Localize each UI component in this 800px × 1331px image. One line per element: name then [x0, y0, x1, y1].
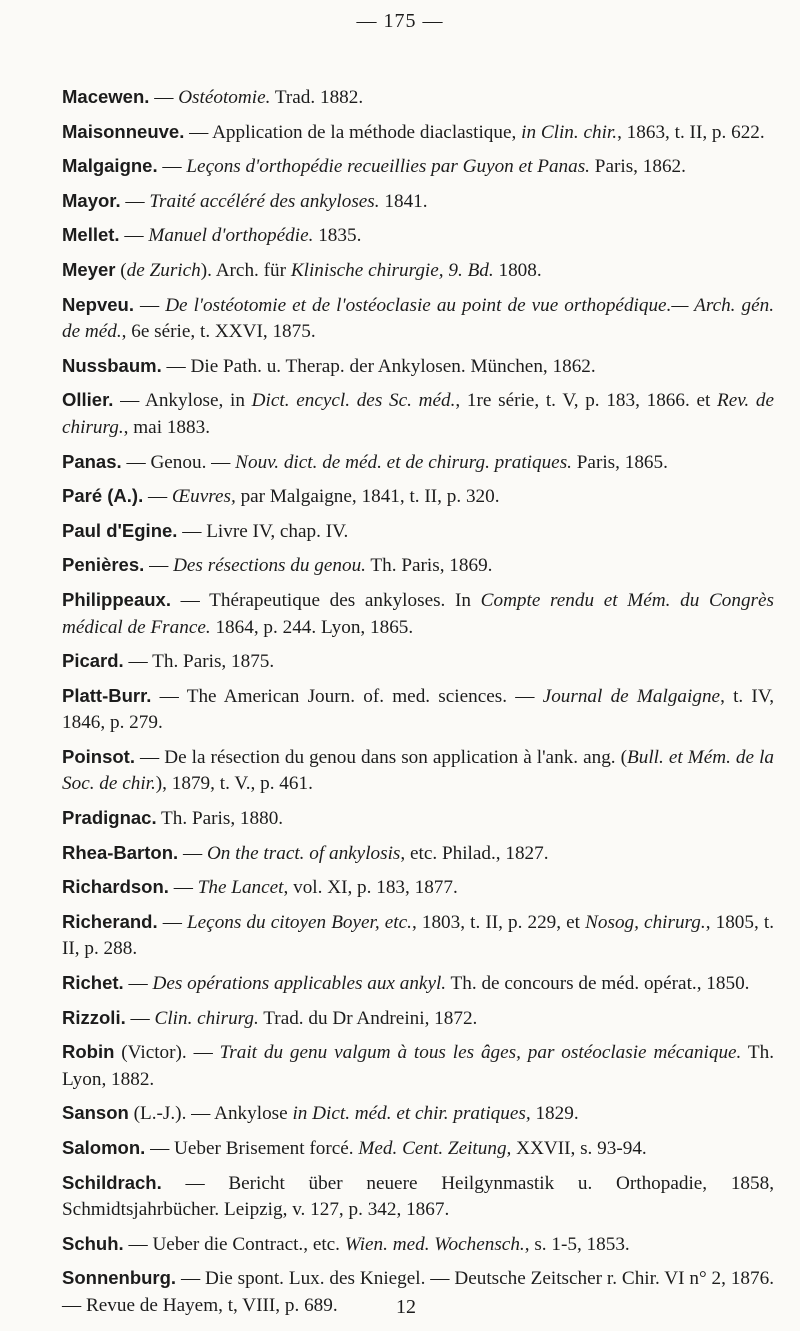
- entry-author: Sanson: [62, 1102, 129, 1124]
- bibliography-entry: [62, 1265, 774, 1319]
- entry-text: , t. IV, 1846, p. 279.: [62, 685, 775, 734]
- entry-title-italic: Med. Cent. Zeitung,: [358, 1138, 512, 1159]
- entry-author: Richerand.: [62, 910, 158, 932]
- bibliography-entry: [62, 84, 774, 112]
- entry-text: —: [125, 1007, 155, 1029]
- entry-text: (: [115, 259, 127, 281]
- entry-title-italic: Œuvres,: [172, 486, 236, 508]
- entry-title-italic: de Zurich: [126, 259, 201, 281]
- entry-text: — Th. Paris, 1875.: [123, 651, 275, 673]
- entry-author: Maisonneuve.: [62, 120, 185, 142]
- entry-title-italic: Bull. et Mém. de la Soc. de chir.: [62, 746, 775, 795]
- bibliography-list: [62, 84, 774, 1327]
- entry-text: — Genou. —: [121, 451, 236, 473]
- bibliography-entry: [62, 518, 774, 546]
- entry-text: , 1805, t. II, p. 288.: [62, 911, 774, 960]
- entry-title-italic: On the tract. of ankylosis: [206, 842, 401, 864]
- entry-text: —: [120, 190, 150, 212]
- entry-title-italic: in Clin. chir.: [521, 121, 618, 143]
- entry-text: —: [149, 87, 179, 108]
- bibliography-entry: [62, 292, 774, 346]
- entry-text: —: [119, 225, 149, 247]
- entry-text: Th. de concours de méd. opérat., 1850.: [446, 973, 750, 995]
- entry-title-italic: Dict. encycl. des Sc. méd.: [251, 390, 456, 412]
- entry-author: Panas.: [62, 450, 122, 472]
- bibliography-entry: [62, 257, 774, 285]
- entry-author: Nussbaum.: [62, 354, 162, 376]
- entry-text: , s. 1-5, 1853.: [524, 1233, 630, 1255]
- entry-text: , mai 1883.: [123, 416, 210, 438]
- entry-author: Penières.: [62, 554, 145, 576]
- entry-text: — Die Path. u. Therap. der Ankylosen. München, 1862.: [161, 355, 596, 377]
- entry-author: Mayor.: [62, 189, 121, 211]
- entry-title-italic: Des opérations applicables aux ankyl.: [152, 973, 447, 995]
- entry-text: — Thérapeutique des ankyloses. In: [170, 589, 481, 611]
- entry-text: 1835.: [313, 225, 362, 247]
- bibliography-entry: [62, 153, 774, 181]
- entry-title-italic: Manuel d'orthopédie.: [148, 225, 314, 247]
- entry-text: XXVII, s. 93-94.: [511, 1138, 647, 1159]
- bibliography-entry: [62, 648, 774, 676]
- entry-author: Robin: [62, 1041, 115, 1063]
- bibliography-entry: [62, 387, 774, 441]
- entry-text: Th. Paris, 1880.: [156, 808, 284, 830]
- entry-author: Mellet.: [62, 224, 120, 246]
- entry-text: Th. Lyon, 1882.: [62, 1042, 774, 1090]
- entry-title-italic: in Dict. méd. et chir. pratiques,: [292, 1103, 531, 1125]
- entry-text: —: [143, 486, 172, 508]
- entry-text: 1829.: [530, 1103, 579, 1125]
- entry-text: (Victor). —: [114, 1042, 220, 1064]
- entry-title-italic: Wien. med. Wochensch.: [344, 1233, 525, 1255]
- entry-text: —: [157, 156, 187, 178]
- entry-author: Schildrach.: [62, 1171, 162, 1193]
- entry-text: — Livre IV, chap. IV.: [177, 520, 349, 542]
- entry-author: Rizzoli.: [62, 1006, 126, 1028]
- entry-title-italic: Nosog, chirurg.: [585, 911, 706, 933]
- entry-text: — Application de la méthode diaclastique,: [184, 121, 522, 143]
- entry-title-italic: Leçons d'orthopédie recueillies par Guyon et Panas.: [186, 156, 590, 178]
- entry-text: — Ueber die Contract., etc.: [123, 1233, 345, 1255]
- entry-text: —: [133, 294, 166, 316]
- entry-title-italic: Nouv. dict. de méd. et de chirurg. pratiques.: [235, 451, 572, 473]
- entry-text: Paris, 1865.: [571, 451, 668, 473]
- entry-text: —: [144, 555, 174, 577]
- entry-text: — The American Journ. of. med. sciences. —: [151, 685, 543, 707]
- entry-text: —: [157, 911, 187, 933]
- entry-author: Pradignac.: [62, 807, 157, 829]
- entry-title-italic: De l'ostéotomie et de l'ostéoclasie au point de vue orthopédique.— Arch. gén. de méd.: [62, 294, 774, 343]
- entry-text: par Malgaigne, 1841, t. II, p. 320.: [235, 486, 500, 508]
- entry-author: Paul d'Egine.: [62, 519, 178, 541]
- entry-author: Macewen.: [62, 86, 150, 107]
- bibliography-entry: [62, 1039, 774, 1093]
- page-number: — 175 —: [356, 10, 444, 32]
- entry-title-italic: Rev. de chirurg.: [62, 390, 774, 438]
- entry-text: ), 1879, t. V., p. 461.: [155, 773, 313, 795]
- bibliography-entry: [62, 744, 774, 798]
- entry-text: 1864, p. 244. Lyon, 1865.: [210, 616, 414, 638]
- entry-text: — De la résection du genou dans son application à l'ank. ang. (: [134, 746, 628, 768]
- entry-text: —: [178, 842, 207, 864]
- entry-text: , vol. XI, p. 183, 1877.: [283, 877, 458, 899]
- entry-text: Paris, 1862.: [589, 156, 686, 178]
- entry-author: Philippeaux.: [62, 588, 171, 610]
- bibliography-entry: [62, 970, 774, 998]
- entry-text: ). Arch. für: [200, 259, 291, 281]
- bibliography-entry: [62, 840, 774, 868]
- entry-author: Richet.: [62, 972, 124, 994]
- entry-text: , 6e série, t. XXVI, 1875.: [121, 321, 316, 343]
- bibliography-entry: [62, 353, 774, 381]
- entry-author: Picard.: [62, 650, 124, 672]
- entry-text: — Ueber Brisement forcé.: [145, 1138, 359, 1159]
- entry-author: Poinsot.: [62, 745, 135, 767]
- entry-title-italic: Leçons du citoyen Boyer, etc.: [186, 911, 412, 933]
- entry-text: 1841.: [379, 190, 428, 212]
- bibliography-entry: [62, 1170, 774, 1224]
- entry-text: — Ankylose, in: [113, 390, 252, 412]
- bibliography-entry: [62, 552, 774, 580]
- entry-text: Trad. du Dr Andreini, 1872.: [258, 1007, 478, 1029]
- entry-author: Salomon.: [62, 1137, 146, 1158]
- entry-text: Trad. 1882.: [270, 87, 364, 108]
- bibliography-entry: [62, 1100, 774, 1128]
- entry-title-italic: Clin. chirurg.: [154, 1007, 259, 1029]
- entry-text: , etc. Philad., 1827.: [400, 842, 549, 864]
- entry-text: —: [123, 973, 153, 995]
- signature-mark: 12: [396, 1296, 416, 1318]
- bibliography-entry: [62, 805, 774, 833]
- entry-author: Sonnenburg.: [62, 1267, 177, 1289]
- bibliography-entry: [62, 119, 774, 147]
- entry-author: Paré (A.).: [62, 485, 144, 507]
- entry-author: Richardson.: [62, 876, 169, 898]
- entry-text: , 1803, t. II, p. 229, et: [411, 911, 586, 933]
- entry-title-italic: Compte rendu et Mém. du Congrès médical de France.: [62, 589, 774, 638]
- entry-author: Rhea-Barton.: [62, 841, 179, 863]
- entry-text: Th. Paris, 1869.: [365, 555, 493, 577]
- entry-author: Platt-Burr.: [62, 684, 152, 706]
- bibliography-entry: [62, 683, 774, 737]
- bibliography-entry: [62, 587, 774, 641]
- bibliography-entry: [62, 483, 774, 511]
- entry-title-italic: Ostéotomie.: [178, 87, 271, 108]
- bibliography-entry: [62, 1005, 774, 1033]
- entry-text: , 1863, t. II, p. 622.: [617, 121, 765, 143]
- entry-author: Ollier.: [62, 389, 114, 411]
- entry-title-italic: Trait du genu valgum à tous les âges, par ostéoclasie mécanique.: [219, 1042, 742, 1064]
- entry-text: —: [168, 877, 198, 899]
- bibliography-entry: [62, 188, 774, 216]
- entry-author: Meyer: [62, 258, 116, 280]
- bibliography-entry: [62, 1231, 774, 1259]
- entry-text: — Bericht über neuere Heilgynmastik u. Orthopadie, 1858, Schmidtsjahrbücher. Leipzig, v. 127, p. 342, 1867.: [62, 1172, 774, 1221]
- entry-author: Malgaigne.: [62, 155, 158, 177]
- bibliography-entry: [62, 909, 774, 963]
- entry-title-italic: Journal de Malgaigne: [542, 685, 721, 707]
- entry-text: (L.-J.). — Ankylose: [128, 1103, 293, 1125]
- entry-title-italic: Traité accéléré des ankyloses.: [149, 190, 380, 212]
- entry-text: 1808.: [493, 259, 542, 281]
- entry-author: Nepveu.: [62, 293, 134, 315]
- entry-text: — Die spont. Lux. des Kniegel. — Deutsche Zeitscher r. Chir. VI n° 2, 1876. — Revue de Hayem, t, VIII, p. 689.: [62, 1268, 774, 1316]
- entry-author: Schuh.: [62, 1232, 124, 1254]
- bibliography-entry: [62, 222, 774, 250]
- entry-title-italic: Klinische chirurgie, 9. Bd.: [290, 259, 494, 281]
- entry-text: , 1re série, t. V, p. 183, 1866. et: [455, 390, 718, 412]
- bibliography-entry: [62, 874, 774, 902]
- bibliography-entry: [62, 1135, 774, 1163]
- bibliography-entry: [62, 449, 774, 477]
- entry-title-italic: The Lancet: [197, 877, 284, 899]
- entry-title-italic: Des résections du genou.: [173, 555, 366, 577]
